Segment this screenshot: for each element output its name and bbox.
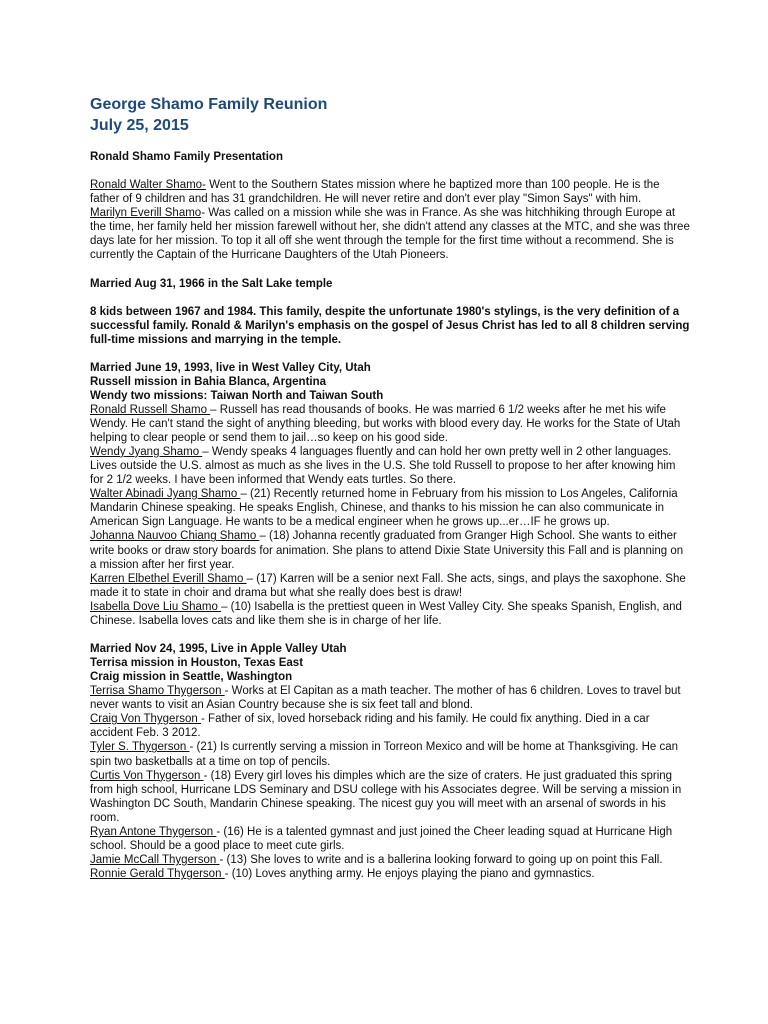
person-bio: – (21) Recently returned home in February from his mission to Los Angeles, California Mandarin Chinese speaking. He speaks English, Chinese, and thanks to his mission he can also communicate in American Sign Language. He wants to be a medical engineer when he grows up...er…IF he grows up. [90, 488, 678, 529]
family-section-2 [90, 642, 690, 881]
document-content [90, 94, 690, 881]
person-bio: – (18) Johanna recently graduated from Granger High School. She wants to either write books or draw story boards for animation. She plans to attend Dixie State University this Fall and is planning on a mission after her first year. [90, 530, 684, 571]
member-entry [90, 853, 690, 867]
member-entry [90, 825, 690, 853]
person-name: Isabella Dove Liu Shamo [90, 600, 222, 613]
person-name: Karren Elbethel Everill Shamo [90, 572, 247, 585]
member-entry [90, 684, 690, 712]
person-name: Tyler S. Thygerson [90, 741, 190, 754]
person-bio: - (13) She loves to write and is a ballerina looking forward to going up on point this Fall. [219, 854, 663, 867]
person-bio: - (10) Loves anything army. He enjoys playing the piano and gymnastics. [224, 868, 595, 881]
member-entry [90, 740, 690, 768]
title-line-2: July 25, 2015 [90, 117, 189, 134]
person-name: Terrisa Shamo Thygerson [90, 685, 225, 698]
person-bio: – (10) Isabella is the prettiest queen in West Valley City. She speaks Spanish, English, and Chinese. Isabella loves cats and like them she is in charge of her life. [90, 600, 682, 627]
person-name: Walter Abinadi Jyang Shamo [90, 488, 241, 501]
family-heading: Russell mission in Bahia Blanca, Argentina [90, 375, 327, 388]
document-title [90, 94, 690, 136]
person-bio: - (16) He is a talented gymnast and just joined the Cheer leading squad at Hurricane High school. Should be a good place to meet cute girls. [90, 826, 673, 853]
person-name: Johanna Nauvoo Chiang Shamo [90, 530, 260, 543]
member-entry [90, 572, 690, 600]
person-bio: - Was called on a mission while she was in France. As she was hitchhiking through Europe at the time, her family held her mission farewell without her, she didn't attend any classes at the MTC, and she was three days late for her mission. To top it all off she went through the temple for the first time without a recommend. She is currently the Captain of the Hurricane Daughters of the Utah Pioneers. [90, 207, 690, 262]
person-bio: - Works at El Capitan as a math teacher. The mother of has 6 children. Loves to travel but never wants to visit an Asian Country because she is six feet tall and blond. [90, 685, 681, 712]
member-entry [90, 769, 690, 825]
parent-entry [90, 178, 690, 206]
family-heading: Married June 19, 1993, live in West Valley City, Utah [90, 361, 371, 374]
person-name: Ronald Walter Shamo- [90, 179, 206, 191]
parents-section [90, 178, 690, 263]
person-bio: - (21) Is currently serving a mission in Torreon Mexico and will be home at Thanksgiving. He can spin two basketballs at a time on top of pencils. [90, 741, 679, 768]
person-bio: Went to the Southern States mission where he baptized more than 100 people. He is the father of 9 children and has 31 grandchildren. He will never retire and don't ever play "Simon Says" with him. [90, 179, 660, 206]
member-entry [90, 600, 690, 628]
member-entry [90, 445, 690, 487]
member-entry [90, 867, 690, 881]
family-heading: Married Nov 24, 1995, Live in Apple Valley Utah [90, 643, 347, 656]
title-line-1: George Shamo Family Reunion [90, 96, 328, 113]
person-bio: - Father of six, loved horseback riding and his family. He could fix anything. Died in a car accident Feb. 3 2012. [90, 713, 650, 740]
kids-paragraph: 8 kids between 1967 and 1984. This family, despite the unfortunate 1980's stylings, is the very definition of a successful family. Ronald & Marilyn's emphasis on the gospel of Jesus Christ has led to all 8 children serving full-time missions and marrying in the temple. [90, 305, 690, 346]
family-heading: Terrisa mission in Houston, Texas East [90, 657, 304, 670]
presentation-heading: Ronald Shamo Family Presentation [90, 151, 283, 163]
person-name: Ryan Antone Thygerson [90, 826, 217, 838]
member-entry [90, 403, 690, 445]
parent-entry [90, 206, 690, 262]
person-name: Marilyn Everill Shamo [90, 207, 202, 220]
person-name: Craig Von Thygerson [90, 713, 202, 726]
person-name: Wendy Jyang Shamo [90, 445, 203, 458]
family-section-1 [90, 361, 690, 629]
marriage-heading: Married Aug 31, 1966 in the Salt Lake temple [90, 277, 333, 290]
person-bio: – Wendy speaks 4 languages fluently and can hold her own pretty well in 2 other languages. Lives outside the U.S. almost as much as she lives in the U.S. She told Russell to propose to her after knowing him for 2 1/2 weeks. I have been informed that Wendy eats turtles. So there. [90, 445, 676, 487]
person-name: Jamie McCall Thygerson [90, 854, 220, 867]
family-heading: Wendy two missions: Taiwan North and Taiwan South [90, 389, 384, 402]
family-heading: Craig mission in Seattle, Washington [90, 671, 293, 684]
person-name: Curtis Von Thygerson [90, 769, 204, 782]
person-bio: – (17) Karren will be a senior next Fall. She acts, sings, and plays the saxophone. She made it to state in choir and drama but what she really does best is draw! [90, 572, 686, 599]
member-entry [90, 487, 690, 529]
person-name: Ronald Russell Shamo [90, 403, 211, 416]
person-bio: - (18) Every girl loves his dimples which are the size of craters. He just graduated this spring from high school, Hurricane LDS Seminary and DSU college with his Associates degree. Will be serving a mission in Washington DC South, Mandarin Chinese speaking. The nicest guy you will meet with an arsenal of swords in his room. [90, 769, 682, 824]
member-entry [90, 712, 690, 740]
person-bio: – Russell has read thousands of books. He was married 6 1/2 weeks after he met his wife Wendy. He can't stand the sight of anything bleeding, but works with blood every day. He works for the State of Utah helping to clear people or send them to jail…so keep on his good side. [90, 403, 681, 444]
member-entry [90, 529, 690, 571]
person-name: Ronnie Gerald Thygerson [90, 868, 225, 881]
